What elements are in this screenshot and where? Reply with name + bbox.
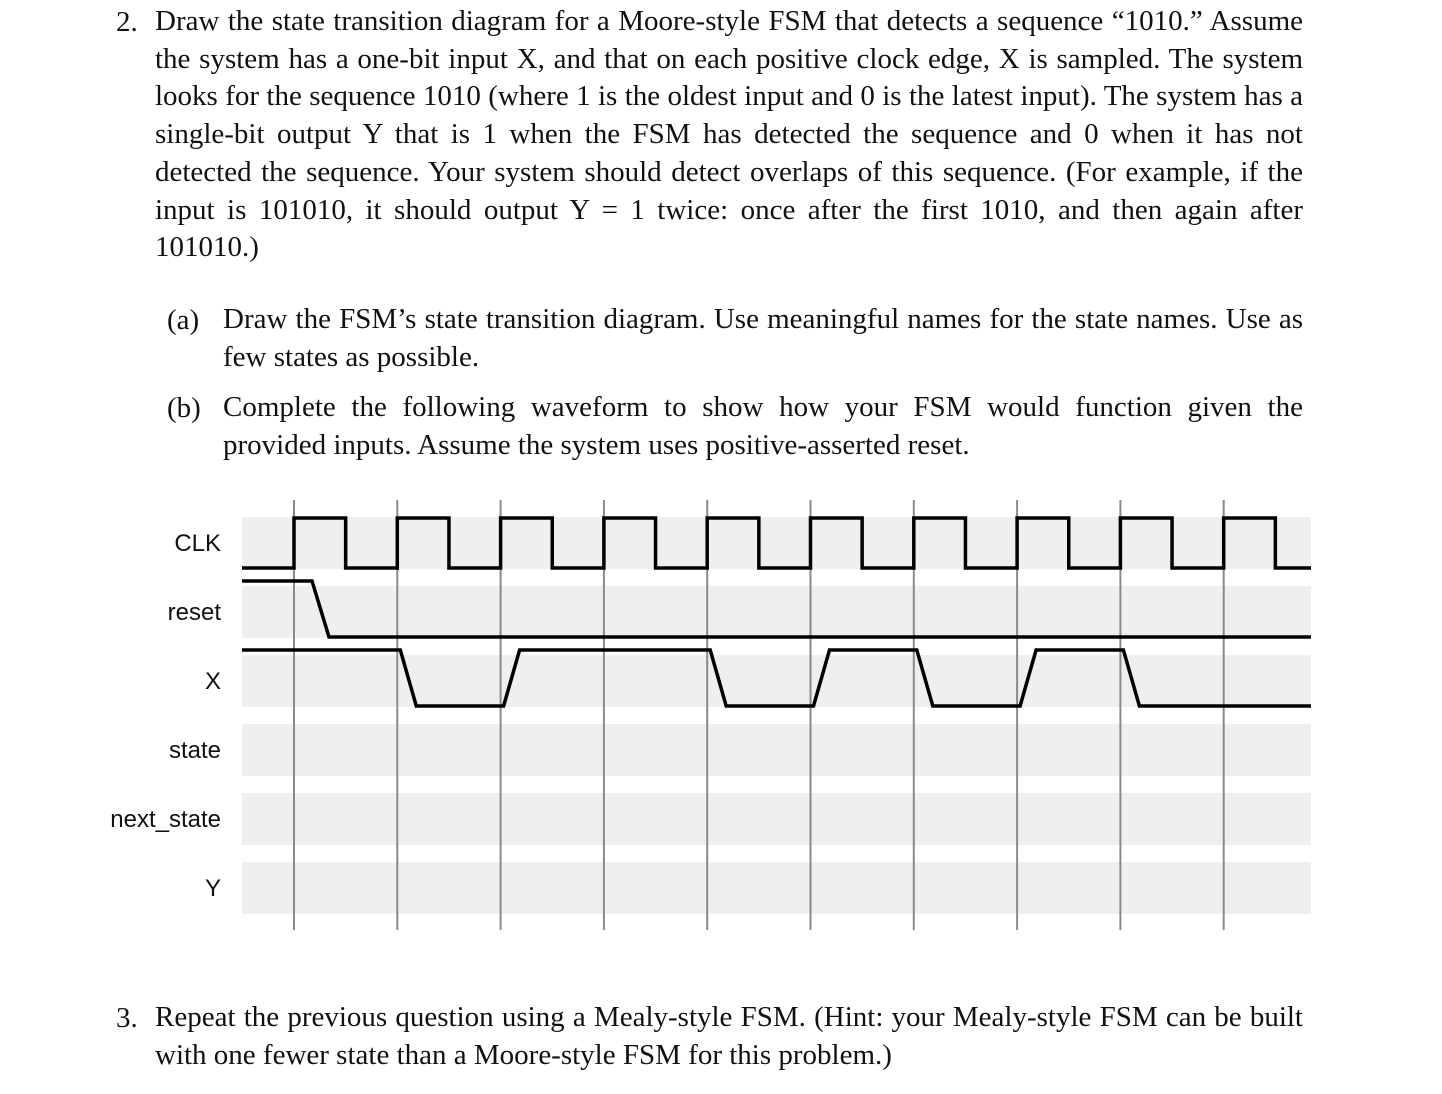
- question-2-number: 2.: [116, 6, 138, 38]
- signal-bands: [242, 517, 1311, 914]
- signal-band-reset: [242, 586, 1311, 638]
- timing-waveform: [0, 490, 1442, 940]
- part-b-label: (b): [167, 392, 201, 424]
- part-b-text: Complete the following waveform to show how your FSM would function given the provided inputs. Assume the system uses positive-asserted reset.: [223, 391, 1303, 461]
- signal-band-next_state: [242, 793, 1311, 845]
- signal-band-state: [242, 724, 1311, 776]
- signal-label-x: X: [204, 668, 221, 695]
- signal-band-y: [242, 862, 1311, 914]
- signal-band-clk: [242, 517, 1311, 569]
- signal-label-y: Y: [204, 875, 221, 902]
- question-2-text: Draw the state transition diagram for a Moore-style FSM that detects a sequence “1010.” Assume the system has a one-bit input X, and that on each positive clock edge, X is sampled. The system looks for the sequence 1010 (where 1 is the oldest input and 0 is the latest input). The system has a single-bit output Y that is 1 when the FSM has detected the sequence and 0 when it has not detected the sequence. Your system should detect overlaps of this sequence. (For example, if the input is 101010, it should output Y = 1 twice: once after the first 1010, and then again after 101010.): [155, 5, 1303, 264]
- signal-label-reset: reset: [167, 599, 221, 626]
- signal-label-next-state: next_state: [110, 806, 221, 833]
- question-3-text: Repeat the previous question using a Mealy-style FSM. (Hint: your Mealy-style FSM can be built with one fewer state than a Moore-style FSM for this problem.): [155, 1001, 1303, 1071]
- signal-label-clk: CLK: [174, 530, 221, 557]
- part-a-text: Draw the FSM’s state transition diagram. Use meaningful names for the state names. Use as few states as possible.: [223, 303, 1303, 373]
- signal-labels: [110, 530, 221, 902]
- signal-label-state: state: [168, 737, 221, 764]
- question-3-number: 3.: [116, 1002, 138, 1034]
- part-a-label: (a): [167, 304, 200, 336]
